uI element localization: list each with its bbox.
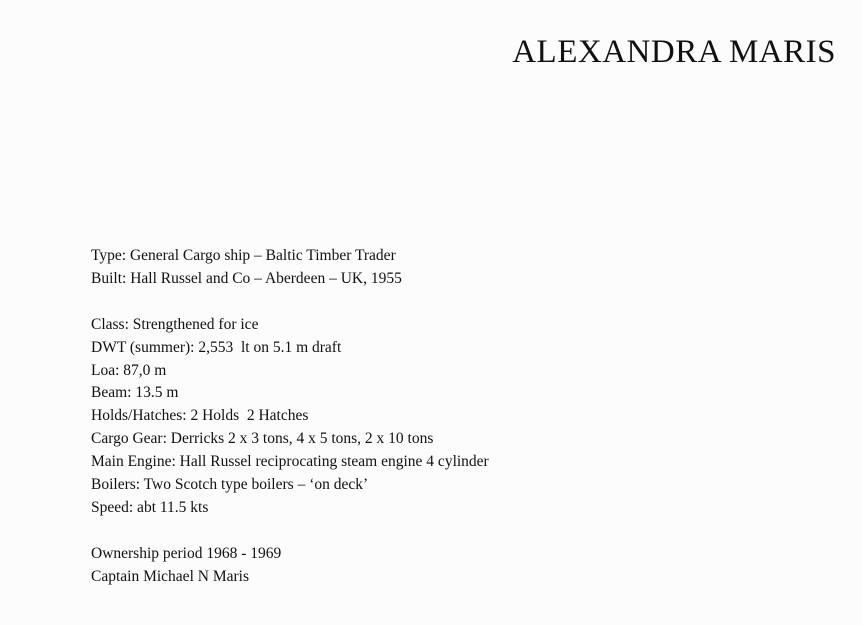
spec-dwt: DWT (summer): 2,553 lt on 5.1 m draft — [91, 338, 342, 356]
ship-name-title: ALEXANDRA MARIS — [512, 34, 836, 70]
spec-built: Built: Hall Russel and Co – Aberdeen – UK, 1955 — [91, 269, 402, 287]
spec-type: Type: General Cargo ship – Baltic Timber Trader — [91, 247, 396, 264]
captain-name: Captain Michael N Maris — [91, 567, 249, 585]
spec-main-engine: Main Engine: Hall Russel reciprocating steam engine 4 cylinder — [91, 453, 489, 471]
ownership-group — [91, 543, 489, 589]
spec-holds-hatches: Holds/Hatches: 2 Holds 2 Hatches — [91, 407, 309, 425]
technical-specs-group — [91, 314, 489, 520]
spec-loa: Loa: 87,0 m — [91, 361, 167, 379]
ship-specifications — [91, 245, 489, 589]
spec-speed: Speed: abt 11.5 kts — [91, 498, 209, 516]
spec-cargo-gear: Cargo Gear: Derricks 2 x 3 tons, 4 x 5 tons, 2 x 10 tons — [91, 430, 434, 448]
spec-beam: Beam: 13.5 m — [91, 384, 179, 402]
type-build-group — [91, 245, 489, 291]
spec-class: Class: Strengthened for ice — [91, 315, 259, 333]
ownership-period: Ownership period 1968 - 1969 — [91, 544, 282, 562]
spec-boilers: Boilers: Two Scotch type boilers – ‘on deck’ — [91, 476, 369, 494]
